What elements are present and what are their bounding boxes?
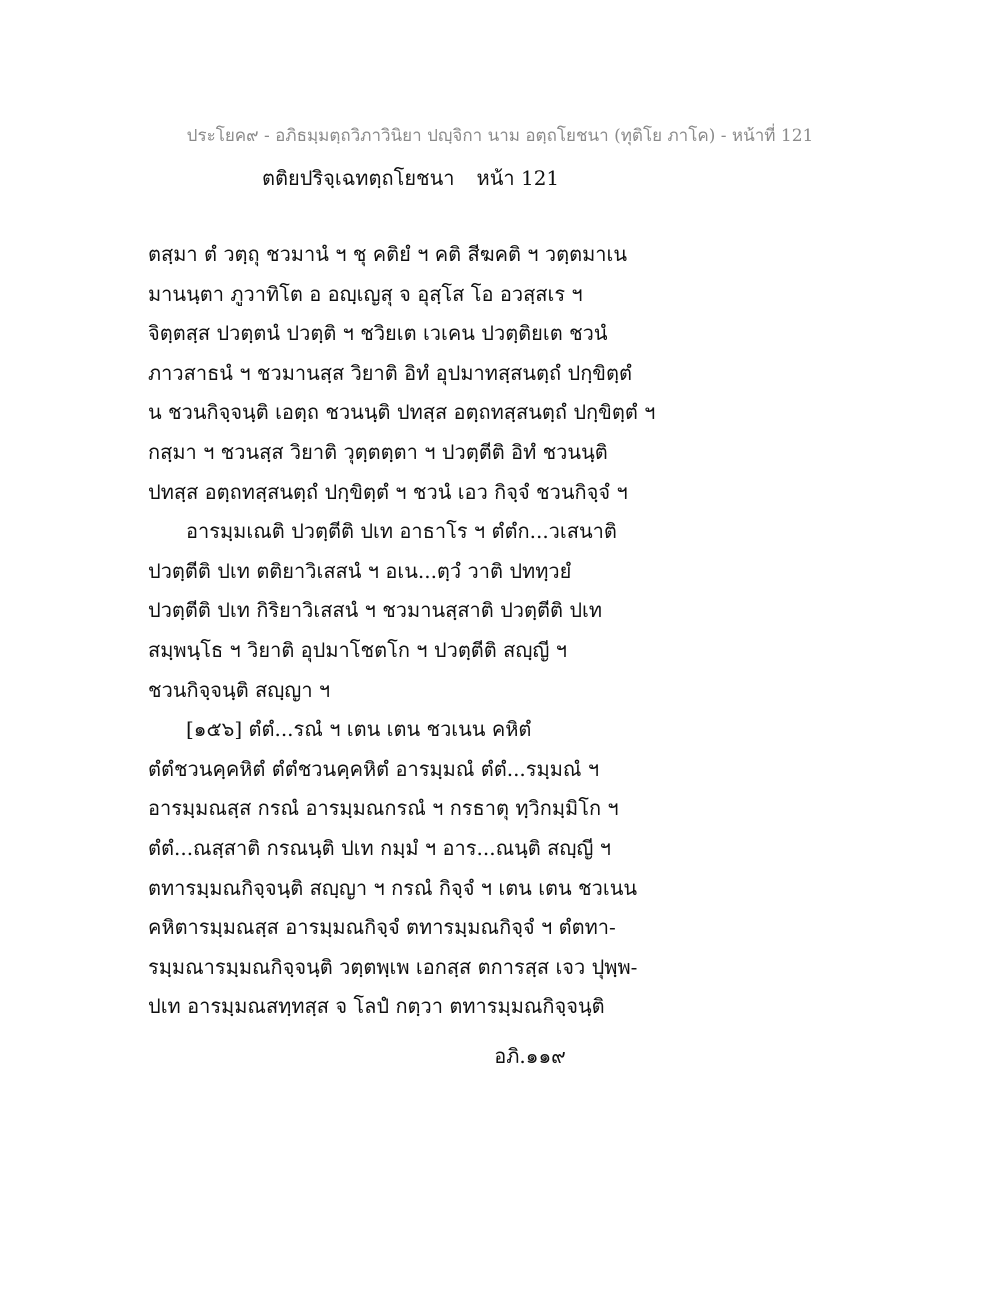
body-line: ตํตํ...ณสฺสาติ กรณนฺติ ปเท กมฺมํ ฯ อาร...ณนฺติ สญฺญี ฯ	[148, 835, 612, 860]
paragraph-start-line: อารมฺมเณติ ปวตฺตีติ ปเท อาธาโร ฯ ตํตํก...วเสนาติ	[186, 519, 617, 544]
paragraph-start-line: [๑๕๖] ตํตํ...รณํ ฯ เตน เตน ชวเนน คหิตํ	[186, 717, 532, 742]
body-line: ตสฺมา ตํ วตฺถุ ชวมานํ ฯ ชุ คติยํ ฯ คติ สีฆคติ ฯ วตฺตมาเน	[148, 242, 628, 266]
body-line: ภาวสาธนํ ฯ ชวมานสฺส วิยาติ อิทํ อุปมาทสฺสนตฺถํ ปกฺขิตฺตํ	[148, 360, 632, 385]
chapter-heading	[262, 162, 559, 194]
body-line: ปวตฺตีติ ปเท ตติยาวิเสสนํ ฯ อเน...ตฺวํ วาติ ปททฺวยํ	[148, 558, 572, 583]
chapter-title: ตติยปริจฺเฉทตฺถโยชนา	[262, 166, 455, 190]
body-line: จิตฺตสฺส ปวตฺตนํ ปวตฺติ ฯ ชวิยเต เวเคน ปวตฺติยเต ชวนํ	[148, 321, 608, 346]
body-line: ปทสฺส อตฺถทสฺสนตฺถํ ปกฺขิตฺตํ ฯ ชวนํ เอว กิจฺจํ ชวนกิจฺจํ ฯ	[148, 479, 628, 504]
body-line: กสฺมา ฯ ชวนสฺส วิยาติ วุตฺตตฺตา ฯ ปวตฺตีติ อิทํ ชวนนฺติ	[148, 439, 608, 464]
body-line: สมฺพนฺโธ ฯ วิยาติ อุปมาโชตโก ฯ ปวตฺตีติ สญฺญี ฯ	[148, 637, 568, 662]
body-line: คหิตารมฺมณสฺส อารมฺมณกิจฺจํ ตทารมฺมณกิจฺจํ ฯ ตํตทา-	[148, 915, 616, 940]
body-line: ปเท อารมฺมณสทฺทสฺส จ โลปํ กตฺวา ตทารมฺมณกิจฺจนฺติ	[148, 994, 605, 1019]
body-line: รมฺมณารมฺมณกิจฺจนฺติ วตฺตพฺเพ เอกสฺส ตการสฺส เจว ปุพฺพ-	[148, 954, 638, 979]
body-line: ชวนกิจฺจนฺติ สญฺญา ฯ	[148, 677, 331, 702]
body-line: ปวตฺตีติ ปเท กิริยาวิเสสนํ ฯ ชวมานสฺสาติ ปวตฺตีติ ปเท	[148, 598, 603, 623]
chapter-page-label: หน้า 121	[476, 166, 560, 190]
running-header	[0, 122, 1000, 149]
running-header-text: ประโยค๙ - อภิธมฺมตฺถวิภาวินิยา ปญฺจิกา นาม อตฺถโยชนา (ทุติโย ภาโค) - หน้าที่ 121	[186, 126, 814, 146]
body-line: อารมฺมณสฺส กรณํ อารมฺมณกรณํ ฯ กรธาตุ ทฺวิกมฺมิโก ฯ	[148, 796, 619, 821]
body-text	[148, 235, 868, 1027]
body-line: ตํตํชวนคฺคหิตํ ตํตํชวนคฺคหิตํ อารมฺมณํ ตํตํ...รมฺมณํ ฯ	[148, 756, 600, 781]
body-line: น ชวนกิจฺจนฺติ เอตฺถ ชวนนฺติ ปทสฺส อตฺถทสฺสนตฺถํ ปกฺขิตฺตํ ฯ	[148, 400, 656, 425]
body-line: ตทารมฺมณกิจฺจนฺติ สญฺญา ฯ กรณํ กิจฺจํ ฯ เตน เตน ชวเนน	[148, 875, 638, 900]
body-line: มานนฺตา ภูวาทิโต อ อญฺเญสุ จ อุสฺโส โอ อวสฺสเร ฯ	[148, 281, 583, 306]
page-footer	[0, 1040, 1000, 1072]
footer-page-mark: อภิ.๑๑๙	[494, 1044, 566, 1068]
